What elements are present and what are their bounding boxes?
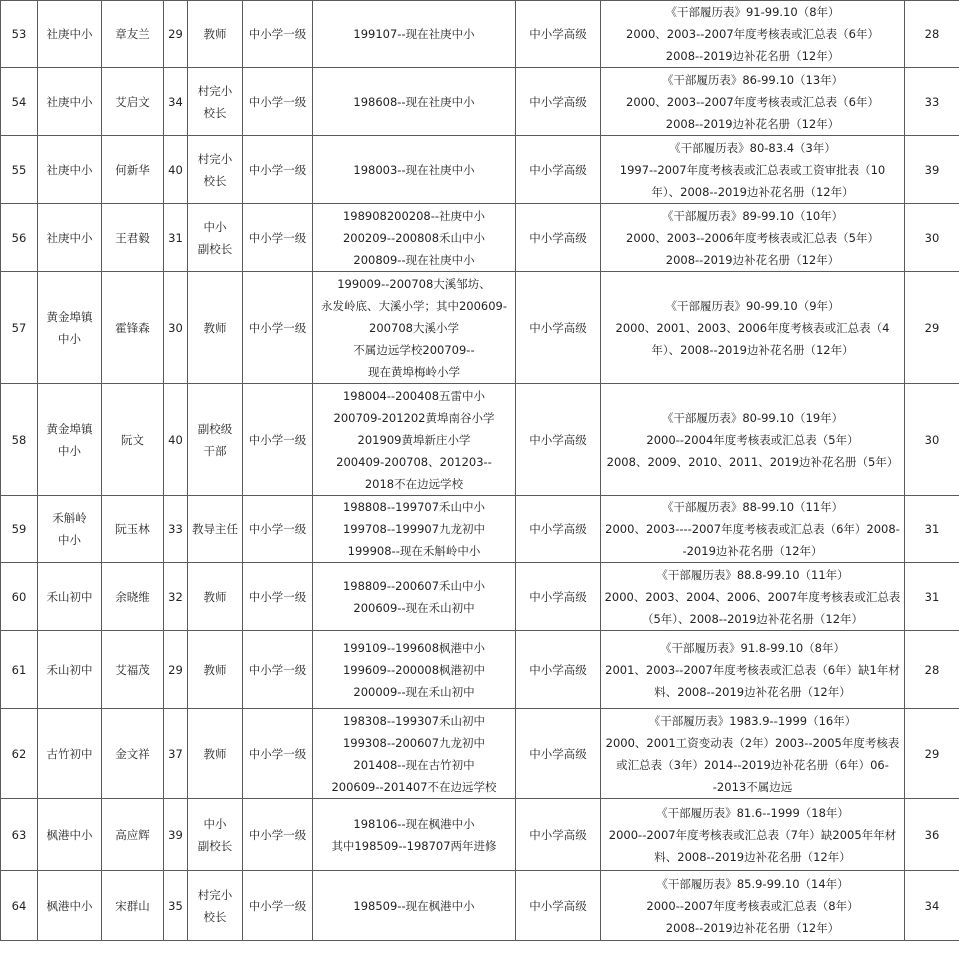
work-history-line: 198809--200607禾山中小 (342, 578, 486, 593)
evidence-line: 年）、2008--2019边补花名册（12年） (651, 342, 854, 357)
name-cell: 余晓维 (102, 563, 164, 631)
work-history-line: 200809--现在社庚中小 (353, 252, 475, 267)
work-history-cell (313, 1, 516, 68)
work-history-line: 200609--现在禾山初中 (353, 600, 475, 615)
school-line: 社庚中小 (46, 94, 93, 109)
work-history-line: 198908200208--社庚中小 (342, 208, 486, 223)
school-line: 禾山初中 (46, 662, 93, 677)
work-history-cell (313, 272, 516, 384)
evidence-line: 2008、2009、2010、2011、2019边补花名册（5年） (606, 454, 899, 469)
years-cell: 34 (905, 871, 959, 941)
evidence-line: 2000--2007年度考核表或汇总表（7年）缺2005年年材 (608, 827, 897, 842)
evidence-line: 《干部履历表》91-99.10（8年） (665, 5, 840, 19)
age-cell: 35 (164, 871, 188, 941)
work-history-line: 198106--现在枫港中小 (353, 816, 475, 831)
years-cell: 28 (905, 1, 959, 68)
table-row (1, 68, 959, 136)
evidence-line: 2008--2019边补花名册（12年） (665, 920, 840, 935)
evidence-line: 《干部履历表》85.9-99.10（14年） (656, 876, 849, 891)
role-line: 教师 (203, 662, 227, 677)
role-cell (188, 384, 243, 496)
evidence-line: 2000、2003--2007年度考核表或汇总表（6年） (626, 27, 879, 41)
current-title-cell: 中小学一级 (243, 272, 313, 384)
work-history-line: 201408--现在古竹初中 (353, 757, 475, 772)
row-number-cell: 60 (1, 563, 38, 631)
evidence-cell (601, 496, 905, 563)
role-line: 教师 (203, 27, 227, 41)
role-line: 副校长 (197, 838, 233, 853)
row-number-cell: 63 (1, 799, 38, 871)
applied-title-cell: 中小学高级 (516, 136, 601, 204)
evidence-line: 2001、2003--2007年度考核表或汇总表（6年）缺1年材 (605, 662, 900, 677)
years-cell: 30 (905, 204, 959, 272)
role-line: 校长 (203, 173, 227, 188)
evidence-cell (601, 1, 905, 68)
work-history-cell (313, 204, 516, 272)
evidence-line: 《干部履历表》89-99.10（10年） (661, 208, 844, 223)
evidence-cell (601, 136, 905, 204)
applied-title-cell: 中小学高级 (516, 799, 601, 871)
years-cell: 31 (905, 563, 959, 631)
years-cell: 33 (905, 68, 959, 136)
evidence-line: 《干部履历表》1983.9--1999（16年） (648, 713, 857, 728)
work-history-line: 200709-201202黄埠南谷小学 (333, 410, 495, 425)
evidence-cell (601, 631, 905, 709)
work-history-cell (313, 68, 516, 136)
work-history-line: 199107--现在社庚中小 (353, 27, 475, 41)
role-cell (188, 136, 243, 204)
role-line: 中小 (203, 219, 227, 234)
school-line: 社庚中小 (46, 162, 93, 177)
table-row (1, 871, 959, 941)
work-history-line: 198003--现在社庚中小 (353, 162, 475, 177)
evidence-line: 《干部履历表》80-83.4（3年） (669, 140, 836, 155)
role-line: 校长 (203, 105, 227, 120)
school-cell (38, 871, 102, 941)
evidence-line: 2000、2001、2003、2006年度考核表或汇总表（4 (615, 320, 890, 335)
evidence-line: 《干部履历表》80-99.10（19年） (661, 410, 844, 425)
evidence-line: -2013不属边远 (712, 779, 793, 794)
applied-title-cell: 中小学高级 (516, 563, 601, 631)
name-cell: 阮文 (102, 384, 164, 496)
evidence-cell (601, 384, 905, 496)
work-history-line: 199908--现在禾斛岭中小 (347, 544, 481, 558)
role-cell (188, 496, 243, 563)
current-title-cell: 中小学一级 (243, 136, 313, 204)
evidence-line: 年）、2008--2019边补花名册（12年） (651, 184, 854, 199)
evidence-cell (601, 709, 905, 799)
table-row (1, 204, 959, 272)
role-line: 教师 (203, 320, 227, 335)
evidence-line: 2008--2019边补花名册（12年） (665, 49, 840, 63)
applied-title-cell: 中小学高级 (516, 1, 601, 68)
work-history-cell (313, 496, 516, 563)
role-cell (188, 871, 243, 941)
school-line: 社庚中小 (46, 27, 93, 41)
school-cell (38, 272, 102, 384)
age-cell: 37 (164, 709, 188, 799)
current-title-cell: 中小学一级 (243, 204, 313, 272)
row-number-cell: 58 (1, 384, 38, 496)
age-cell: 34 (164, 68, 188, 136)
name-cell: 金文祥 (102, 709, 164, 799)
work-history-line: 199109--199608枫港中小 (342, 640, 486, 655)
current-title-cell: 中小学一级 (243, 68, 313, 136)
row-number-cell: 64 (1, 871, 38, 941)
name-cell: 阮玉林 (102, 496, 164, 563)
evidence-line: 2000、2001工资变动表（2年）2003--2005年度考核表 (605, 735, 900, 750)
work-history-cell (313, 631, 516, 709)
current-title-cell: 中小学一级 (243, 631, 313, 709)
applied-title-cell: 中小学高级 (516, 204, 601, 272)
age-cell: 40 (164, 384, 188, 496)
role-cell (188, 272, 243, 384)
row-number-cell: 54 (1, 68, 38, 136)
years-cell: 36 (905, 799, 959, 871)
school-cell (38, 204, 102, 272)
work-history-line: 永发岭底、大溪小学；其中200609- (320, 298, 508, 313)
row-number-cell: 53 (1, 1, 38, 68)
school-cell (38, 68, 102, 136)
name-cell: 宋群山 (102, 871, 164, 941)
evidence-line: 或汇总表（3年）2014--2019边补花名册（6年）06- (616, 757, 889, 772)
work-history-cell (313, 384, 516, 496)
school-line: 黄金埠镇 (46, 309, 93, 324)
evidence-line: 料、2008--2019边补花名册（12年） (654, 849, 851, 864)
evidence-line: -2019边补花名册（12年） (682, 544, 823, 558)
evidence-line: 1997--2007年度考核表或汇总表或工资审批表（10 (619, 162, 886, 177)
evidence-cell (601, 563, 905, 631)
work-history-line: 198004--200408五雷中小 (342, 388, 486, 403)
evidence-cell (601, 871, 905, 941)
age-cell: 31 (164, 204, 188, 272)
school-cell (38, 496, 102, 563)
work-history-line: 198608--现在社庚中小 (353, 94, 475, 109)
applied-title-cell: 中小学高级 (516, 272, 601, 384)
school-line: 禾山初中 (46, 589, 93, 604)
school-line: 禾斛岭 (52, 511, 87, 525)
years-cell: 28 (905, 631, 959, 709)
work-history-line: 198308--199307禾山初中 (342, 713, 486, 728)
work-history-line: 199708--199907九龙初中 (342, 522, 486, 536)
current-title-cell: 中小学一级 (243, 709, 313, 799)
evidence-line: 2008--2019边补花名册（12年） (665, 116, 840, 131)
evidence-line: 2000--2004年度考核表或汇总表（5年） (646, 432, 859, 447)
name-cell: 王君毅 (102, 204, 164, 272)
role-cell (188, 68, 243, 136)
work-history-line: 其中198509--198707两年进修 (331, 838, 497, 853)
work-history-line: 现在黄埠梅岭小学 (368, 364, 460, 379)
age-cell: 32 (164, 563, 188, 631)
school-cell (38, 799, 102, 871)
evidence-line: 2000、2003、2004、2006、2007年度考核表或汇总表 (604, 589, 901, 604)
work-history-line: 198808--199707禾山中小 (342, 500, 486, 514)
role-line: 教师 (203, 746, 227, 761)
role-cell (188, 204, 243, 272)
school-line: 黄金埠镇 (46, 421, 93, 436)
work-history-line: 200409-200708、201203-- (336, 454, 492, 469)
role-line: 副校长 (197, 241, 233, 256)
row-number-cell: 62 (1, 709, 38, 799)
years-cell: 31 (905, 496, 959, 563)
role-cell (188, 709, 243, 799)
role-line: 中小 (203, 816, 227, 831)
name-cell: 艾福茂 (102, 631, 164, 709)
applied-title-cell: 中小学高级 (516, 68, 601, 136)
evidence-line: 《干部履历表》91.8-99.10（8年） (660, 640, 845, 655)
work-history-cell (313, 563, 516, 631)
evidence-line: （5年）、2008--2019边补花名册（12年） (641, 611, 864, 626)
applied-title-cell: 中小学高级 (516, 384, 601, 496)
evidence-line: 2000、2003----2007年度考核表或汇总表（6年）2008- (605, 522, 900, 536)
work-history-cell (313, 799, 516, 871)
school-line: 枫港中小 (46, 827, 93, 842)
school-line: 枫港中小 (46, 898, 93, 913)
table-row (1, 1, 959, 68)
evidence-line: 料、2008--2019边补花名册（12年） (654, 684, 851, 699)
work-history-line: 198509--现在枫港中小 (353, 898, 475, 913)
age-cell: 40 (164, 136, 188, 204)
evidence-line: 2000--2007年度考核表或汇总表（8年） (646, 898, 859, 913)
school-cell (38, 136, 102, 204)
evidence-line: 《干部履历表》88-99.10（11年） (661, 500, 844, 514)
role-cell (188, 563, 243, 631)
school-cell (38, 384, 102, 496)
work-history-cell (313, 709, 516, 799)
work-history-line: 不属边远学校200709-- (353, 342, 475, 357)
applied-title-cell: 中小学高级 (516, 631, 601, 709)
work-history-cell (313, 871, 516, 941)
school-cell (38, 1, 102, 68)
name-cell: 章友兰 (102, 1, 164, 68)
work-history-cell (313, 136, 516, 204)
table-row (1, 563, 959, 631)
evidence-cell (601, 68, 905, 136)
years-cell: 30 (905, 384, 959, 496)
role-line: 干部 (203, 443, 227, 458)
work-history-line: 201909黄埠新庄小学 (357, 432, 471, 447)
name-cell: 何新华 (102, 136, 164, 204)
current-title-cell: 中小学一级 (243, 563, 313, 631)
school-line: 中小 (58, 533, 81, 547)
work-history-line: 200009--现在禾山初中 (353, 684, 475, 699)
age-cell: 29 (164, 1, 188, 68)
role-line: 教师 (203, 589, 227, 604)
years-cell: 39 (905, 136, 959, 204)
work-history-line: 200209--200808禾山中小 (342, 230, 486, 245)
school-line: 古竹初中 (46, 746, 93, 761)
role-line: 村完小 (197, 887, 233, 902)
age-cell: 30 (164, 272, 188, 384)
age-cell: 39 (164, 799, 188, 871)
evidence-cell (601, 204, 905, 272)
table-row (1, 496, 959, 563)
table-body (1, 1, 959, 941)
role-line: 村完小 (197, 151, 233, 166)
role-cell (188, 1, 243, 68)
row-number-cell: 55 (1, 136, 38, 204)
school-cell (38, 631, 102, 709)
name-cell: 高应辉 (102, 799, 164, 871)
current-title-cell: 中小学一级 (243, 1, 313, 68)
evidence-cell (601, 799, 905, 871)
applied-title-cell: 中小学高级 (516, 871, 601, 941)
row-number-cell: 56 (1, 204, 38, 272)
school-line: 中小 (58, 443, 81, 458)
work-history-line: 2018不在边远学校 (364, 476, 464, 491)
name-cell: 霍锋森 (102, 272, 164, 384)
school-line: 中小 (58, 331, 81, 346)
current-title-cell: 中小学一级 (243, 384, 313, 496)
work-history-line: 200609--201407不在边远学校 (331, 779, 497, 794)
role-cell (188, 631, 243, 709)
work-history-line: 199609--200008枫港初中 (342, 662, 486, 677)
current-title-cell: 中小学一级 (243, 871, 313, 941)
role-cell (188, 799, 243, 871)
work-history-line: 200708大溪小学 (369, 320, 459, 335)
row-number-cell: 57 (1, 272, 38, 384)
years-cell: 29 (905, 272, 959, 384)
evidence-line: 《干部履历表》88.8-99.10（11年） (656, 567, 849, 582)
school-line: 社庚中小 (46, 230, 93, 245)
row-number-cell: 61 (1, 631, 38, 709)
years-cell: 29 (905, 709, 959, 799)
current-title-cell: 中小学一级 (243, 496, 313, 563)
work-history-line: 199308--200607九龙初中 (342, 735, 486, 750)
row-number-cell: 59 (1, 496, 38, 563)
evidence-line: 2000、2003--2006年度考核表或汇总表（5年） (626, 230, 879, 245)
table-row (1, 631, 959, 709)
work-history-line: 199009--200708大溪邹坊、 (337, 276, 491, 291)
current-title-cell: 中小学一级 (243, 799, 313, 871)
evidence-line: 2000、2003--2007年度考核表或汇总表（6年） (626, 94, 879, 109)
role-line: 教导主任 (192, 522, 238, 536)
role-line: 副校级 (197, 421, 233, 436)
table-row (1, 384, 959, 496)
evidence-line: 《干部履历表》81.6--1999（18年） (656, 805, 849, 820)
evidence-line: 2008--2019边补花名册（12年） (665, 252, 840, 267)
school-cell (38, 563, 102, 631)
role-line: 校长 (203, 909, 227, 924)
name-cell: 艾启文 (102, 68, 164, 136)
evidence-line: 《干部履历表》90-99.10（9年） (665, 298, 840, 313)
table-row (1, 136, 959, 204)
age-cell: 29 (164, 631, 188, 709)
age-cell: 33 (164, 496, 188, 563)
applied-title-cell: 中小学高级 (516, 496, 601, 563)
evidence-cell (601, 272, 905, 384)
applied-title-cell: 中小学高级 (516, 709, 601, 799)
school-cell (38, 709, 102, 799)
table-row (1, 709, 959, 799)
role-line: 村完小 (197, 83, 233, 98)
table-row (1, 799, 959, 871)
table-row (1, 272, 959, 384)
evidence-line: 《干部履历表》86-99.10（13年） (661, 72, 844, 87)
